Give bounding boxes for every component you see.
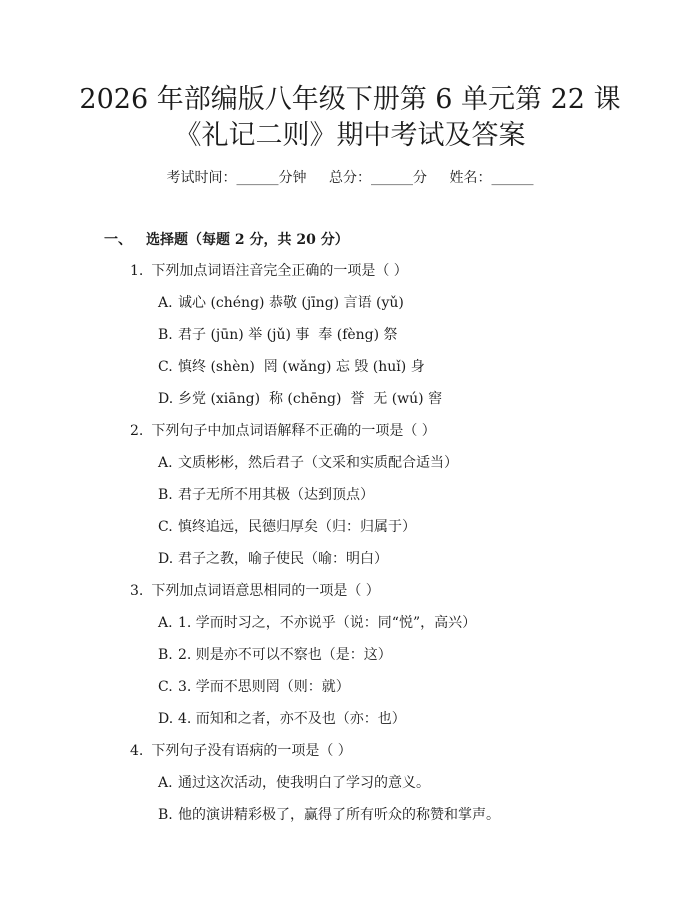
option-text: 2. 则是亦不可以不察也（是：这） <box>178 647 392 663</box>
option-letter: C. <box>158 679 173 695</box>
section-heading <box>104 230 349 250</box>
question-1 <box>130 261 408 281</box>
document-title-line-2: 《礼记二则》期中考试及答案 <box>174 120 526 151</box>
option-3c <box>158 677 350 697</box>
question-number: 3. <box>130 583 144 599</box>
option-letter: C. <box>158 519 173 535</box>
option-letter: B. <box>158 647 173 663</box>
option-letter: B. <box>158 487 173 503</box>
option-text: 1. 学而时习之，不亦说乎（说：同“悦”，高兴） <box>178 615 477 631</box>
option-letter: A. <box>158 455 173 471</box>
section-label: 选择题（每题 2 分，共 20 分） <box>146 232 349 248</box>
option-text: 文质彬彬，然后君子（文采和实质配合适当） <box>178 455 458 471</box>
question-text: 下列句子没有语病的一项是（ ） <box>151 743 352 759</box>
option-letter: D. <box>158 391 174 407</box>
total-score-field: 总分：______分 <box>329 170 427 186</box>
option-2c <box>158 517 416 537</box>
option-3a <box>158 613 476 633</box>
option-text: 通过这次活动，使我明白了学习的意义。 <box>178 775 430 791</box>
section-number: 一、 <box>104 232 132 248</box>
option-letter: C. <box>158 359 173 375</box>
option-text: 君子无所不用其极（达到顶点） <box>178 487 374 503</box>
question-number: 4. <box>130 743 144 759</box>
exam-time-field: 考试时间：______分钟 <box>166 170 307 186</box>
exam-info-row <box>0 168 700 188</box>
option-letter: B. <box>158 807 173 823</box>
student-name-field: 姓名：______ <box>449 170 534 186</box>
option-text: 4. 而知和之者，亦不及也（亦：也） <box>178 711 406 727</box>
option-4a <box>158 773 430 793</box>
option-2b <box>158 485 374 505</box>
option-2d <box>158 549 388 569</box>
option-1d <box>158 389 442 409</box>
option-letter: D. <box>158 551 174 567</box>
option-1c <box>158 357 425 377</box>
option-letter: A. <box>158 615 173 631</box>
option-text: 慎终追远，民德归厚矣（归：归属于） <box>178 519 416 535</box>
option-1b <box>158 325 398 345</box>
option-1a <box>158 293 404 313</box>
question-text: 下列句子中加点词语解释不正确的一项是（ ） <box>151 423 436 439</box>
option-text: 诚心 (chéng) 恭敬 (jīng) 言语 (yǔ) <box>178 295 404 311</box>
option-4b <box>158 805 500 825</box>
option-text: 慎终 (shèn) 罔 (wǎng) 忘 毁 (huǐ) 身 <box>178 359 425 375</box>
question-4 <box>130 741 352 761</box>
option-text: 乡党 (xiāng) 称 (chēng) 誉 无 (wú) 窖 <box>178 391 443 407</box>
question-number: 1. <box>130 263 144 279</box>
option-letter: A. <box>158 775 173 791</box>
option-text: 3. 学而不思则罔（则：就） <box>178 679 350 695</box>
question-3 <box>130 581 380 601</box>
option-letter: A. <box>158 295 173 311</box>
option-3d <box>158 709 406 729</box>
question-number: 2. <box>130 423 144 439</box>
question-2 <box>130 421 436 441</box>
option-text: 君子之教，喻子使民（喻：明白） <box>178 551 388 567</box>
document-title-line-1: 2026 年部编版八年级下册第 6 单元第 22 课 <box>79 84 621 115</box>
option-3b <box>158 645 392 665</box>
question-text: 下列加点词语注音完全正确的一项是（ ） <box>151 263 408 279</box>
question-text: 下列加点词语意思相同的一项是（ ） <box>151 583 380 599</box>
option-2a <box>158 453 458 473</box>
option-letter: B. <box>158 327 173 343</box>
option-letter: D. <box>158 711 174 727</box>
option-text: 他的演讲精彩极了，赢得了所有听众的称赞和掌声。 <box>178 807 500 823</box>
option-text: 君子 (jūn) 举 (jǔ) 事 奉 (fèng) 祭 <box>178 327 398 343</box>
